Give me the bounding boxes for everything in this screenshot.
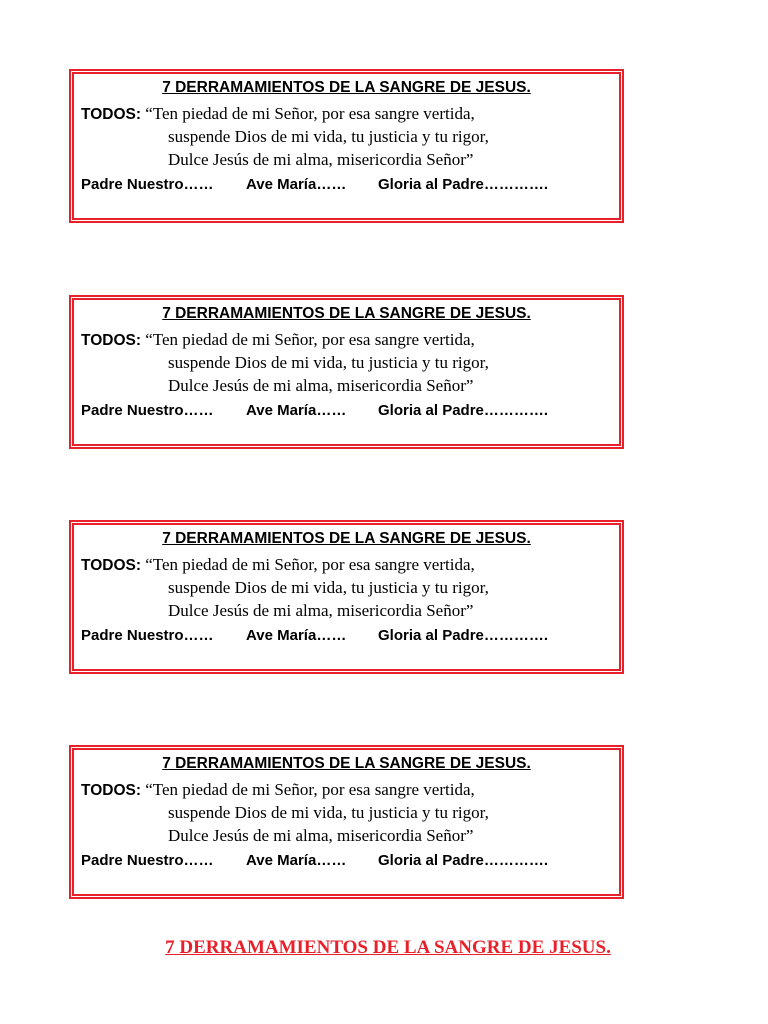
prayer-gloria: Gloria al Padre………….: [378, 176, 549, 193]
prayer-gloria: Gloria al Padre………….: [378, 402, 549, 419]
footer-title: 7 DERRAMAMIENTOS DE LA SANGRE DE JESUS.: [165, 937, 611, 958]
todos-label: TODOS:: [81, 332, 141, 349]
todos-label: TODOS:: [81, 782, 141, 799]
prayer-ave-maria: Ave María……: [246, 402, 347, 419]
verse-line-3: Dulce Jesús de mi alma, misericordia Señor”: [168, 601, 474, 620]
card-title: 7 DERRAMAMIENTOS DE LA SANGRE DE JESUS.: [162, 79, 531, 96]
prayer-padre-nuestro: Padre Nuestro……: [81, 176, 214, 193]
verse-line-3: Dulce Jesús de mi alma, misericordia Señor”: [168, 150, 474, 169]
prayer-gloria: Gloria al Padre………….: [378, 627, 549, 644]
todos-label: TODOS:: [81, 557, 141, 574]
todos-label: TODOS:: [81, 106, 141, 123]
verse-line-1: “Ten piedad de mi Señor, por esa sangre vertida,: [145, 104, 475, 123]
verse-line-1: “Ten piedad de mi Señor, por esa sangre vertida,: [145, 780, 475, 799]
prayer-padre-nuestro: Padre Nuestro……: [81, 627, 214, 644]
prayer-card-3: [69, 520, 624, 674]
card-title: 7 DERRAMAMIENTOS DE LA SANGRE DE JESUS.: [162, 530, 531, 547]
prayer-card-1: [69, 69, 624, 223]
card-title: 7 DERRAMAMIENTOS DE LA SANGRE DE JESUS.: [162, 755, 531, 772]
card-line-1: [81, 780, 475, 800]
verse-line-3: Dulce Jesús de mi alma, misericordia Señor”: [168, 826, 474, 845]
verse-line-2: suspende Dios de mi vida, tu justicia y tu rigor,: [168, 803, 489, 822]
prayer-list: [81, 627, 548, 644]
card-title: 7 DERRAMAMIENTOS DE LA SANGRE DE JESUS.: [162, 305, 531, 322]
verse-line-2: suspende Dios de mi vida, tu justicia y tu rigor,: [168, 578, 489, 597]
prayer-padre-nuestro: Padre Nuestro……: [81, 402, 214, 419]
verse-line-3: Dulce Jesús de mi alma, misericordia Señor”: [168, 376, 474, 395]
prayer-ave-maria: Ave María……: [246, 852, 347, 869]
prayer-ave-maria: Ave María……: [246, 627, 347, 644]
verse-line-1: “Ten piedad de mi Señor, por esa sangre vertida,: [145, 555, 475, 574]
prayer-list: [81, 852, 548, 869]
prayer-list: [81, 402, 548, 419]
prayer-padre-nuestro: Padre Nuestro……: [81, 852, 214, 869]
verse-line-1: “Ten piedad de mi Señor, por esa sangre vertida,: [145, 330, 475, 349]
card-line-1: [81, 330, 475, 350]
prayer-gloria: Gloria al Padre………….: [378, 852, 549, 869]
prayer-ave-maria: Ave María……: [246, 176, 347, 193]
verse-line-2: suspende Dios de mi vida, tu justicia y tu rigor,: [168, 353, 489, 372]
prayer-card-4: [69, 745, 624, 899]
verse-line-2: suspende Dios de mi vida, tu justicia y tu rigor,: [168, 127, 489, 146]
prayer-list: [81, 176, 548, 193]
card-line-1: [81, 104, 475, 124]
prayer-card-2: [69, 295, 624, 449]
card-line-1: [81, 555, 475, 575]
